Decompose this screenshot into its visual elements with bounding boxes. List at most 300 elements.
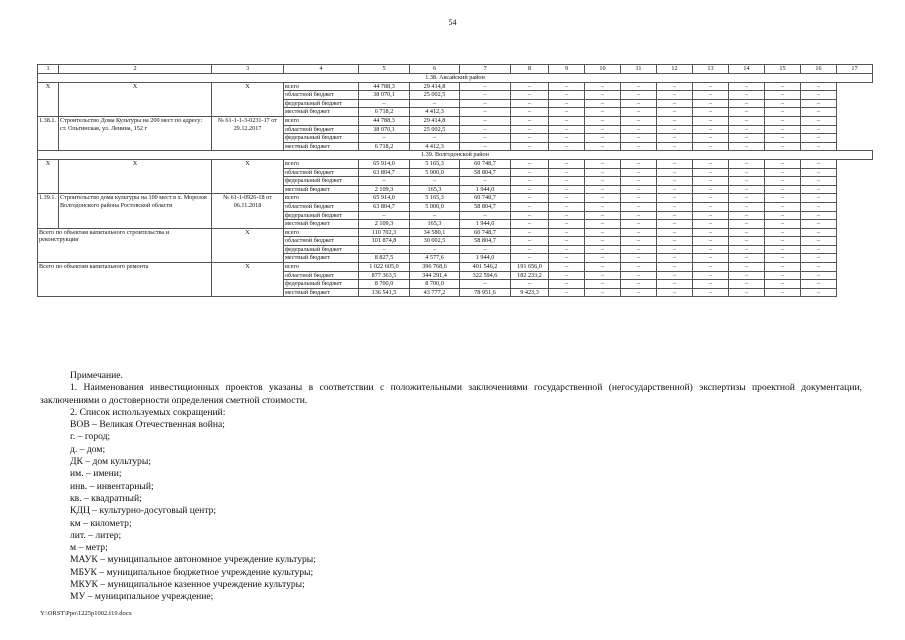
amount-cell: – [621, 99, 657, 108]
project-name: Строительство Дома Культуры на 200 мест по адресу: ст. Ольгинская, ул. Ленина, 152 г [59, 116, 212, 150]
amount-cell: – [729, 125, 765, 134]
amount-cell: – [511, 228, 549, 237]
amount-cell: – [765, 211, 801, 220]
amount-cell: – [693, 263, 729, 272]
amount-cell: – [511, 177, 549, 186]
amount-cell: – [801, 263, 837, 272]
amount-cell: – [657, 116, 693, 125]
amount-cell: – [729, 99, 765, 108]
funding-source: областной бюджет [284, 125, 359, 134]
amount-cell: 182 233,2 [511, 271, 549, 280]
funding-source: федеральный бюджет [284, 99, 359, 108]
section-title: 1.39. Волгодонской район [38, 151, 873, 160]
amount-cell: – [657, 220, 693, 229]
amount-cell: – [765, 245, 801, 254]
header-cell: 7 [460, 65, 511, 74]
amount-cell: 25 002,5 [410, 91, 460, 100]
amount-cell: – [549, 220, 585, 229]
amount-cell: – [410, 134, 460, 143]
amount-cell: – [801, 125, 837, 134]
amount-cell: – [585, 220, 621, 229]
amount-cell: – [621, 177, 657, 186]
amount-cell: – [549, 116, 585, 125]
amount-cell: – [359, 177, 410, 186]
project-name: Х [59, 82, 212, 116]
amount-cell: – [511, 237, 549, 246]
amount-cell: – [511, 220, 549, 229]
table-row [38, 263, 873, 272]
amount-cell: – [729, 159, 765, 168]
amount-cell: 9 423,3 [511, 288, 549, 297]
funding-source: всего [284, 228, 359, 237]
amount-cell: – [729, 254, 765, 263]
funding-source: областной бюджет [284, 91, 359, 100]
amount-cell: 101 874,8 [359, 237, 410, 246]
amount-cell: – [729, 185, 765, 194]
table-header-row [38, 65, 873, 74]
amount-cell: – [729, 228, 765, 237]
amount-cell: 6 718,2 [359, 108, 410, 117]
header-cell: 5 [359, 65, 410, 74]
amount-cell: – [657, 159, 693, 168]
amount-cell: – [801, 194, 837, 203]
amount-cell: – [549, 202, 585, 211]
amount-cell: – [549, 211, 585, 220]
amount-cell: – [765, 116, 801, 125]
amount-cell: – [729, 211, 765, 220]
amount-cell: – [693, 288, 729, 297]
amount-cell: – [549, 185, 585, 194]
amount-cell: – [585, 280, 621, 289]
amount-cell: – [621, 271, 657, 280]
abbreviation-item: им. – имени; [70, 468, 122, 480]
amount-cell: – [585, 271, 621, 280]
amount-cell: – [549, 159, 585, 168]
amount-cell: – [801, 245, 837, 254]
amount-cell: 38 070,1 [359, 125, 410, 134]
amount-cell: – [693, 91, 729, 100]
amount-cell: – [585, 245, 621, 254]
funding-source: федеральный бюджет [284, 211, 359, 220]
amount-cell: – [657, 177, 693, 186]
project-name: Строительство дома культуры на 100 мест в х. Морозов Волгодонского района Ростовской области [59, 194, 212, 228]
amount-cell: – [801, 168, 837, 177]
amount-cell: – [657, 185, 693, 194]
amount-cell: – [693, 237, 729, 246]
amount-cell: – [657, 263, 693, 272]
amount-cell: – [549, 108, 585, 117]
amount-cell: – [359, 211, 410, 220]
amount-cell: – [621, 142, 657, 151]
amount-cell: – [621, 202, 657, 211]
amount-cell: – [460, 142, 511, 151]
header-cell: 17 [837, 65, 873, 74]
abbreviation-item: КДЦ – культурно-досуговый центр; [70, 505, 217, 517]
amount-cell: – [657, 194, 693, 203]
amount-cell: – [511, 245, 549, 254]
amount-cell: – [765, 288, 801, 297]
amount-cell: – [801, 280, 837, 289]
amount-cell: – [585, 116, 621, 125]
amount-cell: – [657, 237, 693, 246]
amount-cell: 29 414,8 [410, 116, 460, 125]
amount-cell: – [693, 271, 729, 280]
amount-cell: – [729, 263, 765, 272]
amount-cell: – [410, 245, 460, 254]
amount-cell: – [765, 82, 801, 91]
amount-cell: – [801, 237, 837, 246]
funding-source: федеральный бюджет [284, 177, 359, 186]
amount-cell: – [765, 125, 801, 134]
table-row [38, 116, 873, 125]
amount-cell: 322 594,6 [460, 271, 511, 280]
amount-cell: – [765, 220, 801, 229]
amount-cell: – [585, 91, 621, 100]
amount-cell: – [585, 177, 621, 186]
amount-cell: – [801, 177, 837, 186]
funding-source: местный бюджет [284, 142, 359, 151]
amount-cell: – [729, 288, 765, 297]
amount-cell: – [729, 280, 765, 289]
amount-cell: – [460, 134, 511, 143]
amount-cell: – [693, 99, 729, 108]
funding-source: местный бюджет [284, 254, 359, 263]
funding-source: всего [284, 263, 359, 272]
amount-cell: 43 777,2 [410, 288, 460, 297]
amount-cell: 396 768,6 [410, 263, 460, 272]
funding-source: федеральный бюджет [284, 134, 359, 143]
amount-cell: 1 944,0 [460, 254, 511, 263]
amount-cell: – [765, 108, 801, 117]
amount-cell: – [729, 177, 765, 186]
amount-cell: 5 165,3 [410, 159, 460, 168]
amount-cell: – [765, 168, 801, 177]
funding-source: всего [284, 116, 359, 125]
amount-cell: 6 718,2 [359, 142, 410, 151]
amount-cell: 1 022 605,0 [359, 263, 410, 272]
amount-cell: 38 070,1 [359, 91, 410, 100]
amount-cell: – [657, 99, 693, 108]
amount-cell: – [693, 211, 729, 220]
amount-cell: – [460, 280, 511, 289]
expertise-conclusion: № 61-1-0926-18 от 06.11.2018 [212, 194, 284, 228]
amount-cell: – [657, 228, 693, 237]
amount-cell: – [801, 108, 837, 117]
amount-cell: – [657, 202, 693, 211]
amount-cell: – [460, 91, 511, 100]
note-1: 1. Наименования инвестиционных проектов указаны в соответствии с положительными заключениями государственной (негосударственной) экспертизы проектной документации, заключениями о достоверности определения сметной стоимости. [40, 382, 862, 406]
amount-cell: – [693, 168, 729, 177]
amount-cell: – [657, 142, 693, 151]
abbreviation-item: г. – город; [70, 431, 111, 443]
amount-cell: – [621, 220, 657, 229]
amount-cell: – [621, 237, 657, 246]
amount-cell: – [621, 91, 657, 100]
abbreviation-item: лит. – литер; [70, 529, 122, 541]
amount-cell: 4 412,3 [410, 108, 460, 117]
amount-cell: – [693, 125, 729, 134]
amount-cell: – [549, 237, 585, 246]
amount-cell: – [693, 142, 729, 151]
amount-cell: – [460, 125, 511, 134]
funding-source: местный бюджет [284, 288, 359, 297]
abbreviation-list [40, 419, 862, 603]
abbreviation-item: МБУК – муниципальное бюджетное учреждение культуры; [70, 566, 314, 578]
amount-cell: – [460, 99, 511, 108]
amount-cell: 29 414,8 [410, 82, 460, 91]
amount-cell: – [585, 228, 621, 237]
amount-cell: – [511, 91, 549, 100]
table-row [38, 228, 873, 237]
amount-cell: – [765, 177, 801, 186]
project-name: Х [59, 159, 212, 193]
amount-cell: – [657, 134, 693, 143]
amount-cell: – [693, 134, 729, 143]
abbreviation-item: кв. – квадратный; [70, 492, 142, 504]
amount-cell: 165,3 [410, 220, 460, 229]
funding-source: местный бюджет [284, 108, 359, 117]
amount-cell: – [511, 159, 549, 168]
amount-cell: – [549, 168, 585, 177]
amount-cell: – [549, 142, 585, 151]
amount-cell: – [549, 280, 585, 289]
amount-cell: – [585, 99, 621, 108]
amount-cell: 8 700,0 [359, 280, 410, 289]
header-cell: 12 [657, 65, 693, 74]
amount-cell: – [621, 288, 657, 297]
group-label: Всего по объектам капитального строительства и реконструкции [38, 228, 212, 262]
amount-cell: – [765, 194, 801, 203]
funding-source: федеральный бюджет [284, 280, 359, 289]
header-cell: 3 [212, 65, 284, 74]
amount-cell: – [801, 134, 837, 143]
item-number: Х [38, 159, 59, 193]
section-title-row [38, 151, 873, 160]
expertise-conclusion: Х [212, 82, 284, 116]
amount-cell: 63 804,7 [359, 168, 410, 177]
amount-cell: – [657, 254, 693, 263]
amount-cell: – [460, 177, 511, 186]
abbreviation-item: ДК – дом культуры; [70, 456, 151, 468]
header-cell: 14 [729, 65, 765, 74]
amount-cell: – [729, 91, 765, 100]
amount-cell: – [729, 168, 765, 177]
amount-cell: – [729, 134, 765, 143]
abbreviation-item: МУ – муниципальное учреждение; [70, 591, 214, 603]
amount-cell: – [410, 177, 460, 186]
amount-cell: – [511, 125, 549, 134]
amount-cell: 5 000,0 [410, 168, 460, 177]
header-cell: 6 [410, 65, 460, 74]
amount-cell: – [621, 134, 657, 143]
expertise-conclusion: № 61-1-1-3-0231-17 от 29.12.2017 [212, 116, 284, 150]
item-number: 1.38.1. [38, 116, 59, 150]
expertise-conclusion: Х [212, 159, 284, 193]
amount-cell: – [729, 194, 765, 203]
amount-cell: – [621, 168, 657, 177]
amount-cell: – [693, 254, 729, 263]
amount-cell: – [585, 142, 621, 151]
amount-cell: – [549, 177, 585, 186]
header-cell: 2 [59, 65, 212, 74]
footer-file-path: Y:\ORST\Ppo\1225p1002.f19.docx [40, 610, 132, 617]
amount-cell: – [511, 116, 549, 125]
abbreviation-item: МКУК – муниципальное казенное учреждение культуры; [70, 579, 305, 591]
abbreviation-item: МАУК – муниципальное автономное учреждение культуры; [70, 554, 316, 566]
amount-cell: – [621, 185, 657, 194]
amount-cell: – [801, 99, 837, 108]
amount-cell: 44 788,3 [359, 116, 410, 125]
amount-cell: – [511, 211, 549, 220]
item-number: Х [38, 82, 59, 116]
amount-cell: 34 580,1 [410, 228, 460, 237]
amount-cell: – [549, 91, 585, 100]
amount-cell: – [729, 245, 765, 254]
amount-cell: – [549, 125, 585, 134]
funding-source: областной бюджет [284, 237, 359, 246]
amount-cell: – [765, 142, 801, 151]
amount-cell: 63 804,7 [359, 202, 410, 211]
amount-cell: 191 656,0 [511, 263, 549, 272]
amount-cell: 4 412,3 [410, 142, 460, 151]
amount-cell: 25 002,5 [410, 125, 460, 134]
header-cell: 13 [693, 65, 729, 74]
amount-cell: – [801, 254, 837, 263]
amount-cell: – [621, 159, 657, 168]
amount-cell: – [460, 116, 511, 125]
amount-cell: – [549, 263, 585, 272]
amount-cell: – [549, 288, 585, 297]
amount-cell: – [585, 185, 621, 194]
amount-cell: – [621, 108, 657, 117]
amount-cell: – [657, 108, 693, 117]
amount-cell: 136 541,5 [359, 288, 410, 297]
amount-cell: – [729, 220, 765, 229]
amount-cell: – [765, 134, 801, 143]
amount-cell: – [511, 185, 549, 194]
abbreviation-item: ВОВ – Великая Отечественная война; [70, 419, 225, 431]
amount-cell: – [693, 82, 729, 91]
amount-cell: – [549, 194, 585, 203]
table-row [38, 194, 873, 203]
amount-cell: 2 109,3 [359, 185, 410, 194]
amount-cell: – [460, 108, 511, 117]
header-cell: 11 [621, 65, 657, 74]
funding-source: федеральный бюджет [284, 245, 359, 254]
amount-cell: – [729, 108, 765, 117]
amount-cell: – [549, 271, 585, 280]
amount-cell: – [621, 116, 657, 125]
amount-cell: – [511, 202, 549, 211]
group-label: Всего по объектам капитального ремонта [38, 263, 212, 297]
amount-cell: – [585, 211, 621, 220]
amount-cell: – [359, 245, 410, 254]
amount-cell: 60 748,7 [460, 228, 511, 237]
amount-cell: – [765, 185, 801, 194]
amount-cell: – [511, 254, 549, 263]
amount-cell: – [693, 177, 729, 186]
amount-cell: – [549, 228, 585, 237]
amount-cell: – [765, 263, 801, 272]
amount-cell: – [585, 194, 621, 203]
amount-cell: – [657, 280, 693, 289]
amount-cell: 60 748,7 [460, 159, 511, 168]
amount-cell: – [621, 280, 657, 289]
section-title: 1.38. Аксайский район [38, 74, 873, 83]
amount-cell: – [549, 99, 585, 108]
amount-cell: 65 914,0 [359, 194, 410, 203]
amount-cell: – [657, 245, 693, 254]
amount-cell: – [765, 254, 801, 263]
expertise-conclusion: Х [212, 263, 284, 297]
funding-source: областной бюджет [284, 202, 359, 211]
amount-cell: – [693, 116, 729, 125]
amount-cell: 344 291,4 [410, 271, 460, 280]
funding-source: местный бюджет [284, 185, 359, 194]
amount-cell: – [801, 202, 837, 211]
amount-cell: – [585, 237, 621, 246]
amount-cell: – [585, 134, 621, 143]
abbreviation-item: инв. – инвентарный; [70, 480, 154, 492]
amount-cell: – [657, 91, 693, 100]
amount-cell: – [801, 142, 837, 151]
amount-cell: 8 700,0 [410, 280, 460, 289]
funding-source: всего [284, 82, 359, 91]
amount-cell: – [765, 159, 801, 168]
amount-cell: – [693, 159, 729, 168]
amount-cell: – [657, 288, 693, 297]
amount-cell: 65 914,0 [359, 159, 410, 168]
amount-cell: – [511, 134, 549, 143]
amount-cell: – [801, 91, 837, 100]
table-row [38, 82, 873, 91]
amount-cell: – [801, 271, 837, 280]
funding-source: всего [284, 194, 359, 203]
amount-cell: – [801, 228, 837, 237]
amount-cell: – [729, 142, 765, 151]
amount-cell: 78 951,6 [460, 288, 511, 297]
amount-cell: – [549, 82, 585, 91]
amount-cell: – [621, 125, 657, 134]
amount-cell: 58 804,7 [460, 168, 511, 177]
header-cell: 4 [284, 65, 359, 74]
amount-cell: 2 109,3 [359, 220, 410, 229]
funding-source: всего [284, 159, 359, 168]
investment-table [37, 64, 873, 297]
amount-cell: – [511, 194, 549, 203]
amount-cell: – [585, 168, 621, 177]
amount-cell: – [693, 194, 729, 203]
amount-cell: – [801, 288, 837, 297]
amount-cell: – [511, 82, 549, 91]
amount-cell: – [657, 211, 693, 220]
funding-source: областной бюджет [284, 271, 359, 280]
funding-source: областной бюджет [284, 168, 359, 177]
amount-cell: – [657, 168, 693, 177]
amount-cell: – [693, 108, 729, 117]
amount-cell: – [729, 116, 765, 125]
amount-cell: 877 363,5 [359, 271, 410, 280]
amount-cell: 5 000,0 [410, 202, 460, 211]
amount-cell: – [693, 202, 729, 211]
amount-cell: – [765, 280, 801, 289]
header-cell: 9 [549, 65, 585, 74]
amount-cell: – [511, 280, 549, 289]
amount-cell: – [693, 220, 729, 229]
amount-cell: 1 944,0 [460, 220, 511, 229]
amount-cell: – [693, 185, 729, 194]
amount-cell: 58 804,7 [460, 237, 511, 246]
